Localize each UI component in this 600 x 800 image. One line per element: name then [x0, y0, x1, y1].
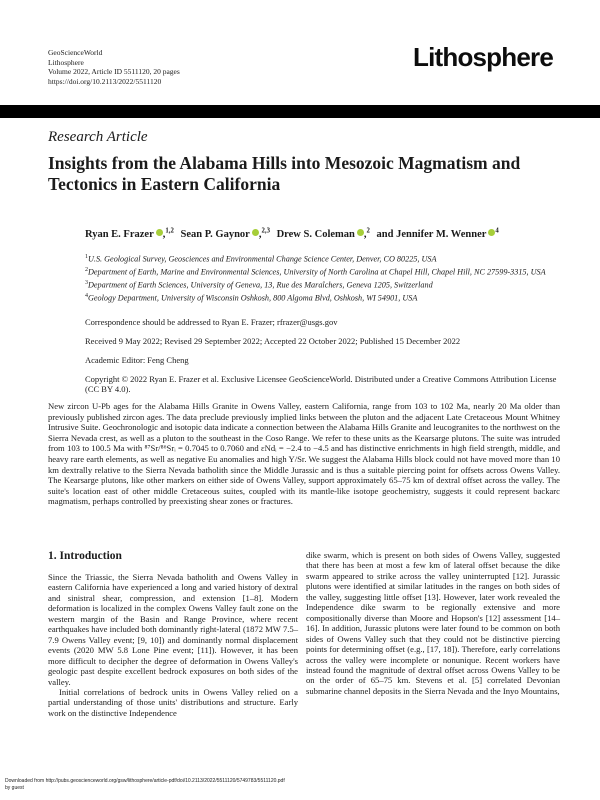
- affiliation-number: 3: [85, 280, 88, 287]
- divider-bar: [0, 105, 600, 118]
- affiliation-number: 4: [85, 293, 88, 300]
- orcid-icon[interactable]: [156, 229, 163, 236]
- academic-editor-line: Academic Editor: Feng Cheng: [85, 355, 189, 365]
- author-name: Jennifer M. Wenner: [396, 228, 487, 240]
- author: [85, 229, 174, 240]
- author-separator: ,: [363, 228, 367, 240]
- affiliation-list: [85, 252, 563, 304]
- author: [377, 229, 499, 240]
- author-separator: ,: [162, 228, 166, 240]
- article-type-label: Research Article: [48, 129, 148, 145]
- author-affiliation-superscript: 4: [495, 227, 499, 234]
- author: [181, 229, 270, 240]
- article-title-line-1: Insights from the Alabama Hills into Mesozoic Magmatism and: [48, 153, 521, 173]
- affiliation-item: [85, 265, 563, 278]
- download-url-line: Downloaded from http://pubs.geoscienceworld.org/gsw/lithosphere/article-pdf/doi/10.2113/2022/5511120/5749783/5511120.pdf: [5, 778, 285, 784]
- journal-info: [48, 48, 180, 87]
- author: [277, 229, 370, 240]
- publisher-name: GeoScienceWorld: [48, 48, 103, 57]
- author-name: Sean P. Gaynor: [180, 228, 250, 240]
- copyright-notice: Copyright © 2022 Ryan E. Frazer et al. Exclusive Licensee GeoScienceWorld. Distributed under a Creative Commons Attribution License (CC BY 4.0).: [85, 374, 557, 394]
- section-heading-introduction: 1. Introduction: [48, 550, 122, 562]
- author-separator: ,: [258, 228, 262, 240]
- affiliation-number: 1: [85, 254, 88, 260]
- affiliation-item: [85, 291, 563, 304]
- affiliation-number: 2: [85, 267, 88, 274]
- author-name: Ryan E. Frazer: [85, 228, 154, 240]
- intro-left-column: [48, 550, 298, 718]
- journal-name: Lithosphere: [48, 57, 84, 67]
- intro-paragraph-1: Since the Triassic, the Sierra Nevada batholith and Owens Valley in eastern California have experienced a long and varied history of dextral and sinistral shear, compression, and extension [1–8]. Modern deformation is localized in the complex Owens Valley fault zone on the western margin of the Basin and Range Province, where recent earthquakes have included both dominantly right-lateral (1872 MW 7.5–7.9 Owens Valley event; [9, 10]) and dominantly normal displacement events (2020 MW 5.8 Lone Pine event; [11]). However, it has been more difficult to decipher the degree of deformation in Owens Valley's geologic past despite excellent bedrock exposures on both sides of the valley.: [48, 572, 298, 687]
- download-watermark: [5, 778, 285, 791]
- affiliation-item: [85, 252, 563, 265]
- intro-paragraph-3: dike swarm, which is present on both sides of Owens Valley, suggested that there has been at most a few km of lateral offset because the dike swarm appeared to strike across the valley uninterrupted [12]. Jurassic plutons were identified at similar latitudes in the ranges on both sides of the valley, suggesting little offset [13]. However, later work revealed the Independence dike swarm to be regionally extensive and more compositionally diverse than Moore and Hopson's [12] assessment [14–16]. In addition, Jurassic plutons were later found to be common on both sides of Owens Valley such that they could not be distinctive piercing points for determining offset (e.g., [17, 18]). Therefore, early correlations across the valley were incomplete or nonunique. Recent workers have instead found the magnitude of dextral offset across Owens Valley to be on the order of 65–75 km. Stevens et al. [5] correlated Devonian submarine channel deposits in the Sierra Nevada and the Inyo Mountains,: [306, 550, 560, 696]
- affiliation-item: [85, 278, 563, 291]
- orcid-icon[interactable]: [252, 229, 259, 236]
- article-title: [48, 153, 568, 195]
- author-affiliation-superscript: 2: [366, 227, 370, 234]
- author-prefix: and: [376, 228, 397, 240]
- history-line: Received 9 May 2022; Revised 29 September 2022; Accepted 22 October 2022; Published 15 December 2022: [85, 336, 461, 346]
- orcid-icon[interactable]: [357, 229, 364, 236]
- abstract-text: New zircon U-Pb ages for the Alabama Hills Granite in Owens Valley, eastern California, range from 103 to 102 Ma, nearly 20 Ma older than previously published zircon ages. The data preclude previously implied links between the pluton and the adjacent Late Cretaceous Mount Whitney Intrusive Suite. Geochronologic and isotopic data indicate a connection between the Alabama Hills Granite and leucogranites to the northwest on the Sierra Nevada crest, as well as a pluton to the southeast in the Coso Range. We refer to these units as the Kearsarge plutons. The suite was intruded from 103 to 100.5 Ma with ⁸⁷Sr/⁸⁶Srᵢ = 0.7045 to 0.7060 and εNdᵢ = −2.4 to −4.5 and has distinctive enrichments in high field strength, middle, and heavy rare earth elements, as well as negative Eu anomalies and high Y/Sr. We suggest the Alabama Hills block could not have moved more than 10 km dextrally relative to the Sierra Nevada batholith since the Middle Jurassic and is thus a suitable piercing point for offsets across Owens Valley. The Kearsarge plutons, like other markers on either side of Owens Valley, support approximately 65–75 km of dextral offset across the valley. The suite's location east of other middle Cretaceous suites, coupled with its mantle-like isotope geochemistry, suggests it could represent backarc magmatism, perhaps controlled by preexisting shear zones or fractures.: [48, 401, 560, 507]
- author-list: [85, 227, 560, 240]
- doi-link[interactable]: https://doi.org/10.2113/2022/5511120: [48, 77, 162, 87]
- author-affiliation-superscript: 1,2: [165, 227, 174, 234]
- download-by-line: by guest: [5, 784, 24, 791]
- correspondence-line[interactable]: Correspondence should be addressed to Ryan E. Frazer; rfrazer@usgs.gov: [85, 317, 338, 327]
- affiliation-text: U.S. Geological Survey, Geosciences and Environmental Change Science Center, Denver, CO 80225, USA: [88, 254, 437, 264]
- intro-paragraph-2: Initial correlations of bedrock units in Owens Valley relied on a partial understanding of those units' distributions and structure. Early work on the distinctive Independence: [48, 686, 298, 718]
- author-name: Drew S. Coleman: [276, 228, 355, 240]
- affiliation-text: Geology Department, University of Wisconsin Oshkosh, 800 Algoma Blvd, Oshkosh, WI 54901, USA: [88, 293, 418, 303]
- author-affiliation-superscript: 2,3: [261, 227, 270, 234]
- article-title-line-2: Tectonics in Eastern California: [48, 174, 281, 194]
- journal-logo: Lithosphere: [413, 42, 553, 72]
- volume-line: Volume 2022, Article ID 5511120, 20 pages: [48, 67, 180, 77]
- affiliation-text: Department of Earth, Marine and Environmental Sciences, University of North Carolina at Chapel Hill, Chapel Hill, NC 27599-3315, USA: [88, 267, 546, 277]
- intro-right-column: [306, 550, 560, 696]
- affiliation-text: Department of Earth Sciences, University of Geneva, 13, Rue des Maraîchers, Geneva 1205, Switzerland: [88, 280, 433, 290]
